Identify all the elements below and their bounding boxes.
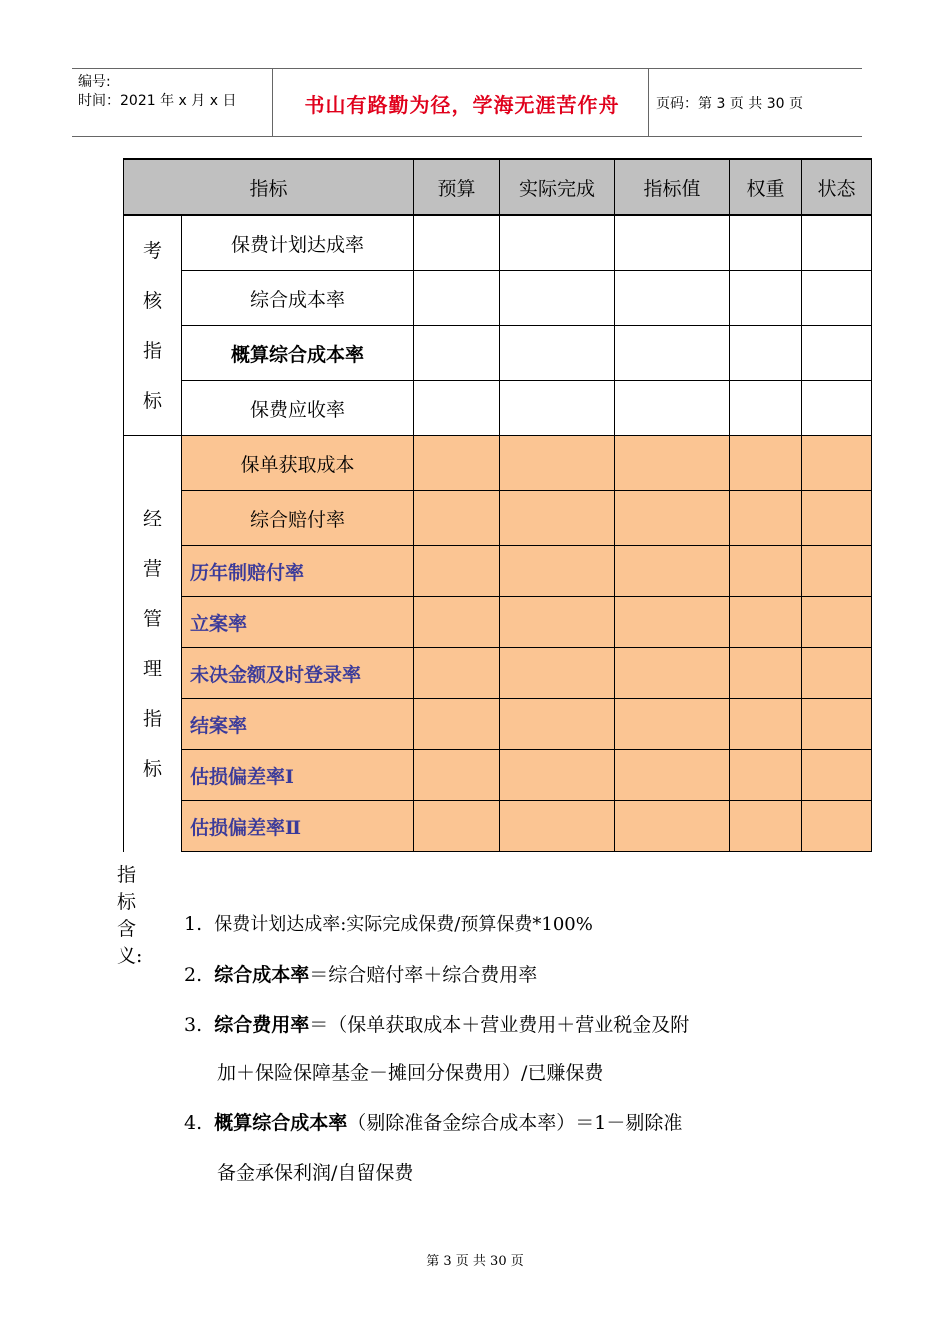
table-row	[124, 271, 872, 326]
table-row	[124, 326, 872, 381]
definitions-title: 指标含义:	[117, 864, 143, 967]
table-row	[124, 750, 872, 801]
indicator-name: 未决金额及时登录率	[182, 648, 414, 699]
definition-item: 4. 概算综合成本率（剔除准备金综合成本率）＝1－剔除准	[184, 1112, 683, 1134]
page-footer: 第 3 页 共 30 页	[426, 1254, 524, 1269]
column-header: 预算	[414, 159, 500, 215]
indicator-name: 估损偏差率Ⅰ	[182, 750, 414, 801]
kpi-table	[123, 158, 872, 852]
indicator-name: 综合赔付率	[182, 491, 414, 546]
column-header: 指标	[124, 159, 414, 215]
header-page-number: 页码：第 3 页 共 30 页	[656, 96, 803, 112]
header-divider	[272, 69, 273, 136]
indicator-name: 保费应收率	[182, 381, 414, 436]
header-motto: 书山有路勤为径，学海无涯苦作舟	[304, 93, 620, 117]
table-row	[124, 699, 872, 750]
table-row	[124, 648, 872, 699]
group-label-management: 经 营 管 理 指 标	[124, 436, 182, 852]
table-header-row	[124, 159, 872, 215]
indicator-name: 概算综合成本率	[182, 326, 414, 381]
definition-item: 3. 综合费用率＝（保单获取成本＋营业费用＋营业税金及附	[184, 1014, 690, 1036]
definition-continuation: 加＋保险保障基金－摊回分保费用）/已赚保费	[217, 1062, 604, 1084]
table-row	[124, 215, 872, 271]
group-label-assessment: 考 核 指 标	[124, 215, 182, 436]
header-time: 时间：2021 年 x 月 x 日	[78, 93, 237, 109]
indicator-name: 综合成本率	[182, 271, 414, 326]
indicator-name: 结案率	[182, 699, 414, 750]
table-row	[124, 491, 872, 546]
table-row	[124, 597, 872, 648]
definition-item: 2. 综合成本率＝综合赔付率＋综合费用率	[184, 964, 538, 986]
indicator-name: 立案率	[182, 597, 414, 648]
indicator-name: 历年制赔付率	[182, 546, 414, 597]
header-number: 编号:	[78, 74, 111, 90]
column-header: 权重	[730, 159, 802, 215]
header-meta	[78, 73, 236, 111]
table-row	[124, 381, 872, 436]
table-row	[124, 801, 872, 852]
indicator-name: 保单获取成本	[182, 436, 414, 491]
table-row	[124, 546, 872, 597]
definition-continuation: 备金承保利润/自留保费	[217, 1162, 414, 1184]
column-header: 指标值	[615, 159, 730, 215]
header-divider	[648, 69, 649, 136]
indicator-name: 保费计划达成率	[182, 215, 414, 271]
indicator-name: 估损偏差率Ⅱ	[182, 801, 414, 852]
page-header	[72, 68, 862, 137]
table-row	[124, 436, 872, 491]
column-header: 状态	[802, 159, 872, 215]
column-header: 实际完成	[500, 159, 615, 215]
definition-item: 1. 保费计划达成率:实际完成保费/预算保费*100%	[184, 913, 593, 935]
